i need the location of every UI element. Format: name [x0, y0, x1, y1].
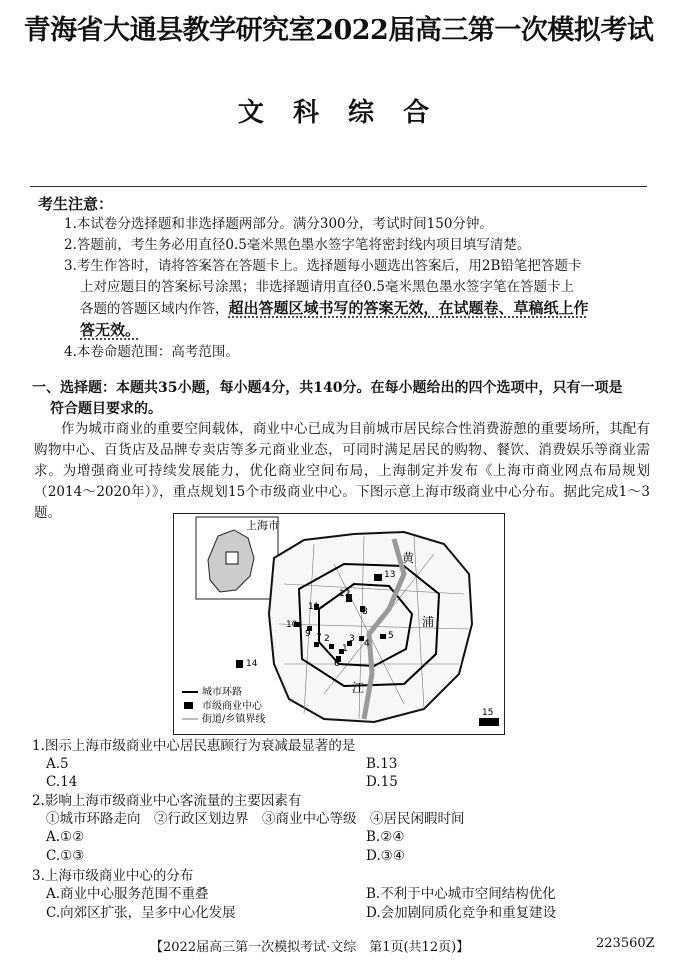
- svg-text:11: 11: [308, 602, 320, 612]
- svg-text:9: 9: [305, 629, 311, 639]
- section-heading: 一、选择题：本题共35小题，每小题4分，共140分。在每小题给出的四个选项中，只有一项是 符合题目要求的。: [32, 380, 623, 417]
- shanghai-map-figure: [173, 513, 505, 735]
- question-3-stem: 3.上海市级商业中心的分布: [32, 868, 194, 884]
- question-1-option-d: D.15: [366, 774, 398, 790]
- svg-text:4: 4: [364, 639, 370, 649]
- river-label: 江: [352, 681, 365, 695]
- exam-title: 青海省大通县教学研究室2022届高三第一次模拟考试: [23, 15, 654, 46]
- map-legend: [182, 685, 265, 725]
- svg-text:5: 5: [388, 631, 394, 641]
- divider: [30, 186, 647, 187]
- question-1-option-b: B.13: [366, 756, 398, 772]
- notice-item: 上对应题目的答案标号涂黑；非选择题请用直径0.5毫米黑色墨水签字笔在答题卡上: [80, 279, 574, 295]
- question-1-stem: 1.图示上海市级商业中心居民惠顾行为衰减最显著的是: [32, 738, 356, 754]
- notice-item: 各题的答题区域内作答，超出答题区域书写的答案无效，在试题卷、草稿纸上作: [80, 299, 589, 317]
- svg-text:6: 6: [334, 659, 340, 669]
- map-svg: [174, 514, 504, 734]
- question-3-option-c: C.向郊区扩张，呈多中心化发展: [46, 905, 236, 921]
- commercial-center-marker: [329, 644, 334, 649]
- passage: 作为城市商业的重要空间载体，商业中心已成为目前城市居民综合性消费游憩的重要场所，其配有购物中心、百货店及品牌专卖店等多元商业业态，可同时满足居民的购物、餐饮、消费娱乐等商业需求。为增强商业可持续发展能力，优化商业空间布局，上海制定并发布《上海市商业网点布局规划（2014～2020年）》，重点规划15个市级商业中心。下图示意上海市级商业中心分布。据此完成1～3题。: [34, 421, 650, 521]
- question-2-option-c: C.①③: [46, 848, 85, 864]
- svg-text:7: 7: [316, 633, 322, 643]
- subject-title: 文 科 综 合: [237, 98, 440, 128]
- notice-item: 1.本试卷分选择题和非选择题两部分。满分300分，考试时间150分钟。: [64, 216, 493, 232]
- svg-text:12: 12: [339, 589, 351, 599]
- inset-highlight: [226, 552, 238, 564]
- question-2-statements: ①城市环路走向 ②行政区划边界 ③商业中心等级 ④居民闲暇时间: [46, 811, 465, 827]
- river-label: 黄: [402, 551, 415, 565]
- notice-item: 3.考生作答时，请将答案答在答题卡上。选择题每小题选出答案后，用2B铅笔把答题卡: [64, 258, 582, 274]
- question-3-option-b: B.不利于中心城市空间结构优化: [366, 886, 556, 902]
- inset-label: 上海市: [246, 519, 279, 532]
- notice-item: [64, 320, 649, 342]
- notice-list: [64, 214, 649, 363]
- svg-text:2: 2: [324, 634, 330, 644]
- commercial-center-marker: [374, 574, 382, 581]
- notice-emphasis: 答无效。: [80, 321, 141, 339]
- river-label: 浦: [422, 615, 435, 629]
- svg-text:13: 13: [384, 570, 396, 580]
- question-2-option-d: D.③④: [366, 848, 405, 864]
- question-1-option-a: A.5: [46, 756, 69, 772]
- question-3-option-d: D.会加剧同质化竞争和重复建设: [366, 905, 557, 921]
- question-2-option-b: B.②④: [366, 829, 405, 845]
- legend-ring-road: 城市环路: [202, 687, 242, 698]
- question-1-option-c: C.14: [46, 774, 78, 790]
- notice-item: 2.答题前，考生务必用直径0.5毫米黑色墨水签字笔将密封线内项目填写清楚。: [64, 237, 531, 253]
- question-2-stem: 2.影响上海市级商业中心客流量的主要因素有: [32, 793, 302, 809]
- svg-text:10: 10: [286, 620, 298, 630]
- svg-text:1: 1: [342, 644, 348, 654]
- svg-text:3: 3: [349, 634, 355, 644]
- notice-emphasis: 超出答题区域书写的答案无效，在试题卷、草稿纸上作: [228, 299, 589, 317]
- svg-text:15: 15: [482, 708, 494, 718]
- commercial-center-marker: [380, 634, 386, 639]
- notice-heading: 考生注意：: [38, 195, 114, 213]
- question-2-option-a: A.①②: [46, 829, 85, 845]
- question-3-option-a: A.商业中心服务范围不重叠: [46, 886, 209, 902]
- svg-text:8: 8: [362, 607, 368, 617]
- commercial-center-marker: [479, 718, 499, 726]
- footer-code: 223560Z: [596, 936, 655, 951]
- legend-boundary: 街道/乡镇界线: [202, 714, 266, 725]
- commercial-center-marker: [236, 660, 243, 668]
- legend-center: 市级商业中心: [202, 701, 262, 712]
- svg-text:14: 14: [246, 659, 258, 669]
- notice-item: 4.本卷命题范围：高考范围。: [64, 344, 239, 360]
- footer-page-info: 【2022届高三第一次模拟考试·文综 第1页(共12页)】: [150, 940, 470, 955]
